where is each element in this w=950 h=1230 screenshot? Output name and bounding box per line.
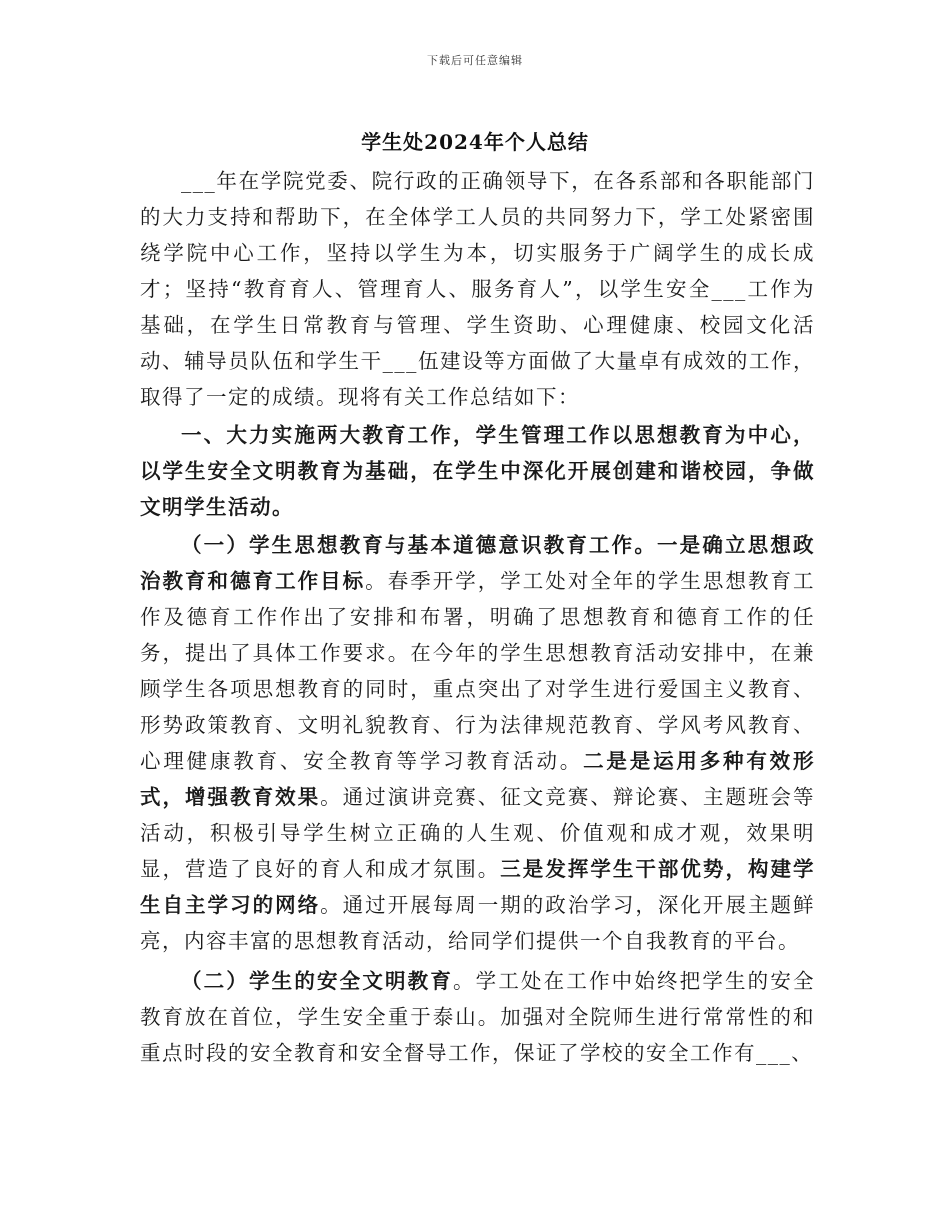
- subsection2-text: 。学工处在工作中始终把学生的安全教育放在首位，学生安全重于泰山。加强对全院师生进行常常性的和重点时段的安全教育和安全督导工作，保证了学校的安全工作有___、: [140, 969, 815, 1065]
- document-body: [140, 163, 815, 1071]
- subsection1-paragraph: [140, 527, 815, 959]
- point3-text: 。通过开展每周一期的政治学习，深化开展主题鲜亮，内容丰富的思想教育活动，给同学们提供一个自我教育的平台。: [140, 893, 816, 953]
- intro-paragraph: ___年在学院党委、院行政的正确领导下，在各系部和各职能部门的大力支持和帮助下，在全体学工人员的共同努力下，学工处紧密围绕学院中心工作，坚持以学生为本，切实服务于广阔学生的成长成才；坚持“教育育人、管理育人、服务育人”，以学生安全___工作为基础，在学生日常教育与管理、学生资助、心理健康、校园文化活动、辅导员队伍和学生干___伍建设等方面做了大量卓有成效的工作，取得了一定的成绩。现将有关工作总结如下：: [140, 169, 815, 409]
- document-title: 学生处2024年个人总结: [361, 130, 589, 154]
- subsection2-heading: （二）学生的安全文明教育: [181, 969, 453, 993]
- point3-heading: 三是发挥学生干部优势，构建学生自主学习的网络: [140, 857, 816, 917]
- point1-heading: 一是确立思想政治教育和德育工作目标: [140, 533, 815, 593]
- point2-heading: 二是是运用多种有效形式，增强教育效果: [140, 749, 816, 809]
- point1-text: 。春季开学，学工处对全年的学生思想教育工作及德育工作作出了安排和布署，明确了思想教育和德育工作的任务，提出了具体工作要求。在今年的学生思想教育活动安排中，在兼顾学生各项思想教育的同时，重点突出了对学生进行爱国主义教育、形势政策教育、文明礼貌教育、行为法律规范教育、学风考风教育、心理健康教育、安全教育等学习教育活动。: [140, 569, 815, 773]
- subsection2-paragraph: [140, 963, 815, 1071]
- point2-text: 。通过演讲竞赛、征文竞赛、辩论赛、主题班会等活动，积极引导学生树立正确的人生观、价值观和成才观，效果明显，营造了良好的育人和成才氛围。: [140, 785, 816, 881]
- download-note: 下载后可任意编辑: [427, 54, 523, 67]
- section1-heading: 一、大力实施两大教育工作，学生管理工作以思想教育为中心，以学生安全文明教育为基础，在学生中深化开展创建和谐校园，争做文明学生活动。: [140, 423, 815, 519]
- subsection1-heading: （一）学生思想教育与基本道德意识教育工作。: [181, 533, 657, 557]
